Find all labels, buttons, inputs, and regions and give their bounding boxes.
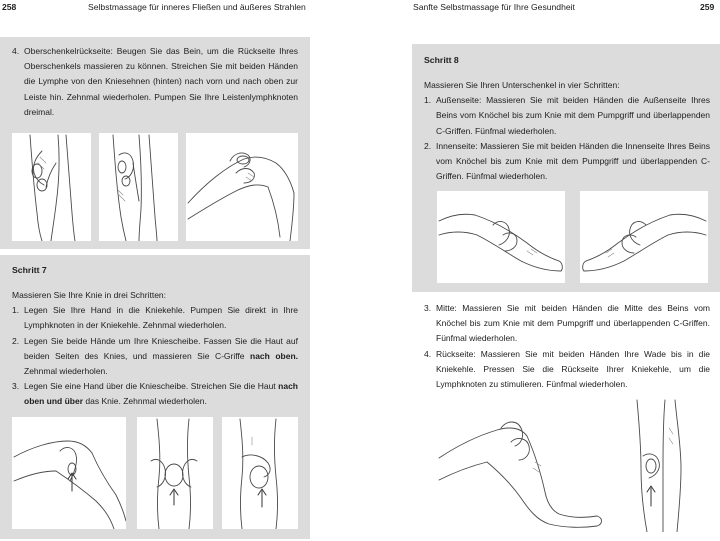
list-item: 4. Rückseite: Massieren Sie mit beiden Händen Ihre Wade bis in die Kniekehle. Pressen Sie die Rückseite Ihrer Kniekehle, um die Lymphknoten zu stimulieren. Fünfmal wiederholen. [424, 348, 710, 390]
schritt7-heading: Schritt 7 [12, 265, 47, 275]
illustration-thigh-back-2 [99, 133, 178, 241]
illustration-calf-back [617, 398, 707, 532]
right-running-title: Sanfte Selbstmassage für Ihre Gesundheit [413, 2, 575, 12]
list-item: 1. Außenseite: Massieren Sie mit beiden Händen die Außenseite Ihres Beins vom Knöchel bis zum Knie mit dem Pumpgriff und überlappenden C-Griffen. Fünfmal wiederholen. [424, 95, 710, 136]
illustration-knee-front-1 [137, 417, 213, 529]
schritt7-intro: Massieren Sie Ihre Knie in drei Schritten: [12, 290, 167, 300]
schritt8-heading: Schritt 8 [424, 55, 459, 65]
left-page-number: 258 [2, 2, 17, 12]
right-page-number: 259 [700, 2, 715, 12]
illustration-lower-leg-outer [437, 191, 565, 283]
list-item: 2. Legen Sie beide Hände um Ihre Kniescheibe. Fassen Sie die Haut auf beiden Seiten des Knies, und massieren Sie C-Griffe nach oben. Zehnmal wiederholen. [12, 335, 298, 377]
illustration-lower-leg-inner [580, 191, 708, 283]
left-running-title: Selbstmassage für inneres Fließen und äußeres Strahlen [88, 2, 306, 12]
schritt7-text [12, 288, 298, 410]
page-header [0, 0, 720, 14]
illustration-calf-middle [437, 398, 605, 532]
list-item: 4. Oberschenkelrückseite: Beugen Sie das Bein, um die Rückseite Ihres Oberschenkels massieren zu können. Streichen Sie mit beiden Händen die Lymphe von den Kniesehnen (hinten) nach vorn und nach oben zur Leiste hin. Zehnmal wiederholen. Pumpen Sie Ihre Leistenlymphknoten dreimal. [12, 46, 298, 117]
list-item: 2. Innenseite: Massieren Sie mit beiden Händen die Innenseite Ihres Beins vom Knöchel bis zum Knie mit dem Pumpgriff und überlappenden C-Griffen. Fünfmal wiederholen. [424, 140, 710, 182]
illustration-thigh-back-1 [12, 133, 91, 241]
illustration-knee-front-2 [222, 417, 298, 529]
left-step4-text [12, 44, 298, 120]
schritt8-intro: Massieren Sie Ihren Unterschenkel in vier Schritten: [424, 80, 620, 90]
list-item: 3. Mitte: Massieren Sie mit beiden Händen die Mitte des Beins vom Knöchel bis zum Knie mit dem Pumpgriff und überlappenden C-Griffen. Fünfmal wiederholen. [424, 303, 710, 344]
schritt8-continued-text [424, 301, 710, 392]
illustration-knee-hollow [12, 417, 126, 529]
schritt8-text [424, 78, 710, 184]
illustration-thigh-bent [186, 133, 298, 241]
list-item: 1. Legen Sie Ihre Hand in die Kniekehle. Pumpen Sie direkt in Ihre Lymphknoten in der Kniekehle. Zehnmal wiederholen. [12, 305, 298, 331]
list-item: 3. Legen Sie eine Hand über die Kniescheibe. Streichen Sie die Haut nach oben und über das Knie. Zehnmal wiederholen. [12, 381, 298, 407]
